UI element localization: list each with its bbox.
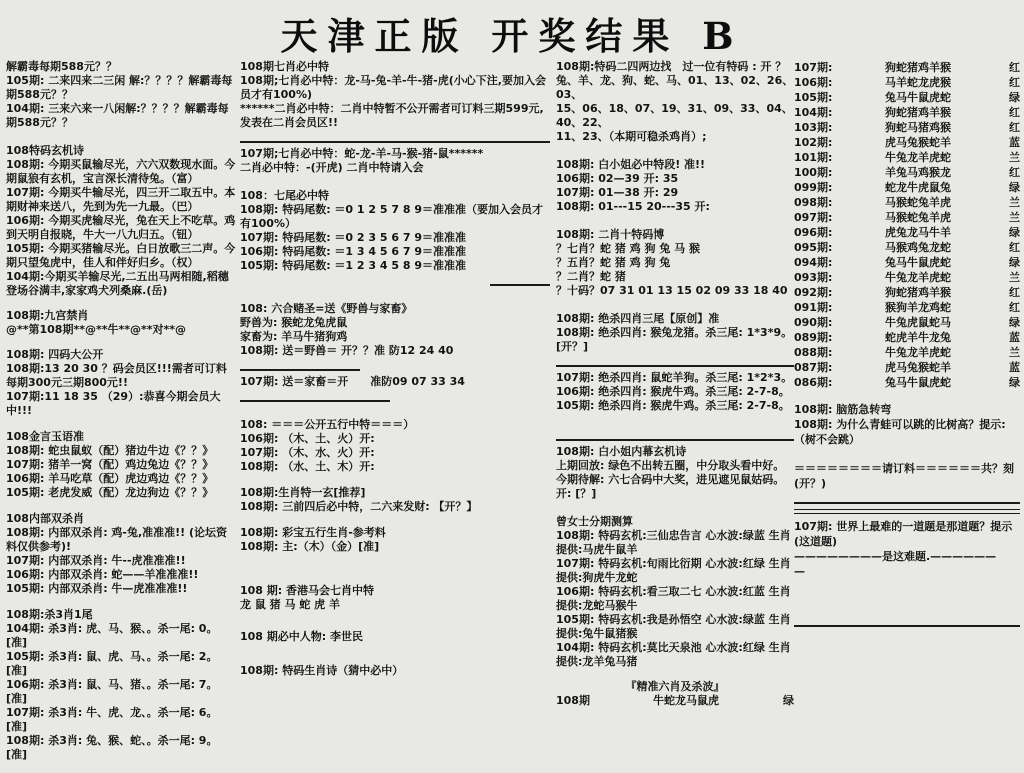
text-line: 108期: 白小姐内幕玄机诗 [556,445,687,458]
text-line: 108期: 特码尾数: ＝0 1 2 5 7 8 9＝准准准（要加入会员才有100%） [240,203,543,230]
bizhong-renwu [240,630,550,644]
text-line: 107期: 特码玄机:旬雨比衍期 心水波:红绿 生肖提供:狗虎牛龙蛇 [556,557,791,584]
text-line: 108期: 彩宝五行生肖-参考料 [240,526,386,539]
text-line: 『精准六肖及杀波』 [625,680,725,693]
text-line: 15、06、18、07、19、31、09、33、04、40、22、 [556,102,793,129]
animals-text: 兔马牛鼠虎蛇 [885,376,951,389]
animals-text: 牛蛇龙马鼠虎 [653,694,719,707]
text-line: 曾女士分期测算 [556,515,633,528]
text-line: 兔、羊、龙、狗、蛇、马、01、13、02、26、03、 [556,74,794,101]
text-line: 107期: （木、水、火）开: [240,446,375,459]
issue-row [794,150,1020,165]
qixiao-107 [240,147,550,175]
issue-label: 093期: [794,271,833,284]
wave-color-text: 兰 [1009,196,1020,209]
jinyan-yuyu [6,430,236,500]
text-line: 108期: 绝杀四肖: 猴兔龙猪。杀三尾: 1*3*9。[开？] [556,326,793,353]
animals-text: 马猴蛇兔羊虎 [885,196,951,209]
issue-row [794,300,1020,315]
text-line: 108期: 蛇虫鼠蚁（配）猪边牛边《？？》 [6,444,214,457]
issue-row [794,285,1020,300]
text-line: 105期: 杀3肖: 鼠、虎、马、。杀一尾: 2。[准] [6,650,218,677]
text-line: 108：七尾必中特 [240,189,329,202]
issue-label: 095期: [794,241,833,254]
text-line: 106期: 杀3肖: 鼠、马、猪、。杀一尾: 7。[准] [6,678,218,705]
text-line: 108期:杀3肖1尾 [6,608,93,621]
issue-label: 100期: [794,166,833,179]
text-line: 106期: 绝杀四肖: 猴虎牛鸡。杀三尾: 2-7-8。 [556,385,790,398]
text-line: 104期: 三来六来一八闲解:？？？？解霸毒每期588元？？ [6,102,229,129]
text-line: — [794,565,805,578]
xianggang-mahui [240,584,550,612]
text-line: 龙 鼠 猪 马 蛇 虎 羊 [240,598,340,611]
jiachu-107 [240,375,550,389]
issue-row [794,270,1020,285]
juesha-history [556,371,794,413]
wave-color-text: 红 [1009,301,1020,314]
issue-label: 108期 [556,694,590,707]
text-line: 105期: 内部双杀肖: 牛—虎准准准!! [6,582,188,595]
caibao-wuxing [240,526,550,554]
neibu-shuangshaxiao [6,512,236,596]
text-line: 108期: 脑筋急转弯 [794,403,892,416]
text-line: 108期: 内部双杀肖: 鸡-兔,准准准!! (论坛资料仅供参考)! [6,526,228,553]
issue-label: 099期: [794,181,833,194]
text-line: 105期: 老虎发威（配）龙边狗边《？？》 [6,486,214,499]
text-line: 106期: 今期买虎输尽光，兔在天上不吃草。鸡到天明自报晓，牛大一八九归五。（钮） [6,214,236,241]
text-line: 106期: 内部双杀肖: 蛇——羊准准准!! [6,568,199,581]
text-line: 104期: 特码玄机:莫比天泉池 心水波:红绿 生肖提供:龙羊兔马猪 [556,641,791,668]
issue-row [794,165,1020,180]
issue-row [794,120,1020,135]
text-line: 107期: 猪羊一窝（配）鸡边兔边《？？》 [6,458,214,471]
divider-rule [490,284,550,286]
wave-color-text: 兰 [1009,271,1020,284]
text-line: 上期回放: 绿色不出转五圈，中分取头看中好。 [556,459,785,472]
animals-text: 狗蛇猪鸡羊猴 [885,286,951,299]
sima-dagongkai [6,348,236,418]
issue-label: 098期: [794,196,833,209]
text-line: 108期: 四码大公开 [6,348,104,361]
issue-label: 090期: [794,316,833,329]
wave-color-text: 兰 [1009,151,1020,164]
wuxing-zhongte [240,418,550,474]
issue-row [556,694,794,708]
wave-color-text: 绿 [1009,226,1020,239]
issue-label: 097期: [794,211,833,224]
issue-label: 104期: [794,106,833,119]
issue-label: 094期: [794,256,833,269]
qing-dingliao [794,461,1020,491]
issue-label: 096期: [794,226,833,239]
issue-row [794,75,1020,90]
issue-row [794,105,1020,120]
text-line: 108 期必中人物: 李世民 [240,630,364,643]
wave-color-text: 红 [1009,106,1020,119]
text-line: 107期: 特码尾数: ＝0 2 3 5 6 7 9＝准准准 [240,231,466,244]
text-line: 108: 六合赌圣=送《野兽与家畜》 [240,302,413,315]
wave-color-text: 红 [1009,61,1020,74]
text-line: 107期: 今期买牛输尽光，四三开二取五中。本期财神来送八，先到为先一九最。（巴） [6,186,236,213]
naojin-jizhuanwan [794,402,1020,447]
text-line: 108期: 二肖十特码博 [556,228,665,241]
text-line: 108期: 三前四后必中特，二六来发财: 【开？】 [240,500,478,513]
text-line: 108: ＝＝＝公开五行中特＝＝＝） [240,418,415,431]
wave-color-text: 红 [1009,166,1020,179]
animals-text: 牛兔龙羊虎蛇 [885,346,951,359]
text-line: 107期;七肖必中特：蛇-龙-羊-马-猴-猪-鼠****** [240,147,484,160]
issue-row [794,345,1020,360]
text-line: 108期: 今期买鼠输尽光，六六双数现水面。今期鼠狼有玄机，宝言深长清待兔。（富） [6,158,236,185]
text-line: 108 期: 香港马会七肖中特 [240,584,375,597]
text-line: 105期: 特码尾数: ＝1 2 3 4 5 8 9＝准准准 [240,259,466,272]
text-line: 105期: 今期买猪输尽光。白日放歌三二声。今期只望兔虎中，佳人和伴好归乡。（权） [6,242,236,269]
text-line: 108期: 特码玄机:三仙忠告言 心水波:绿蓝 生肖提供:马虎牛鼠羊 [556,529,791,556]
text-line: ？五肖？蛇 猪 鸡 狗 兔 [556,256,671,269]
wave-color-text: 兰 [1009,211,1020,224]
wave-color-text: 红 [1009,76,1020,89]
animals-text: 虎马兔猴蛇羊 [885,361,951,374]
text-line: 108期:生肖特一玄[推荐] [240,486,366,499]
issue-label: 106期: [794,76,833,89]
animals-text: 狗蛇马猪鸡猴 [885,121,951,134]
wave-color-text: 蓝 [1009,361,1020,374]
text-line: 104期: 杀3肖: 虎、马、猴、。杀一尾: 0。[准] [6,622,218,649]
issue-label: 107期: [794,61,833,74]
text-line: 野兽为: 猴蛇龙兔虎鼠 [240,316,348,329]
animals-text: 狗蛇猪鸡羊猴 [885,61,951,74]
text-line: 108期: 为什么青蛙可以跳的比树高？提示:（树不会跳） [794,418,1006,446]
page-title: 天津正版 开奖结果 B [280,14,744,58]
animals-text: 蛇虎羊牛龙兔 [885,331,951,344]
text-line: ？二肖？蛇 猪 [556,270,626,283]
column-center-right [556,60,794,719]
wave-color-text: 红 [1009,241,1020,254]
wave-color-text: 红 [1009,286,1020,299]
text-line: 106期: 02—39 开: 35 [556,172,679,185]
text-line: 家畜为: 羊马牛猪狗鸡 [240,330,348,343]
texma-shengxiao-shi [240,664,550,678]
issue-label: 102期: [794,136,833,149]
texma-liangbianzhao [556,60,794,144]
text-line: 106期: 特码玄机:看三取二七 心水波:红蓝 生肖提供:龙蛇马猴牛 [556,585,791,612]
text-line: 108期:九宫禁肖 [6,309,89,322]
issue-label: 087期: [794,361,833,374]
issue-row [794,135,1020,150]
text-line: 108期:13 20 30 ？码会员区!!!需者可订料每期300元三期800元!! [6,362,227,389]
text-line: ＝＝＝＝＝＝＝＝请订料＝＝＝＝＝＝共？刻 [794,462,1014,475]
animals-text: 虎兔龙马牛羊 [885,226,951,239]
animals-text: 牛兔虎鼠蛇马 [885,316,951,329]
texma-xuanji-poems [6,144,236,298]
zengnvshi-cesuan [556,515,794,669]
wave-color-text: 红 [1009,121,1020,134]
divider-rule [556,439,794,441]
wave-color-text: 兰 [1009,346,1020,359]
animals-text: 牛兔龙羊虎蛇 [885,271,951,284]
text-line: 108期七肖必中特 [240,60,329,73]
column-center-left [240,60,550,689]
wave-color-text: 绿 [1009,316,1020,329]
text-line: ？十码？07 31 01 13 15 02 09 33 18 40 [556,284,788,297]
divider-rule [240,369,360,371]
issue-row [794,315,1020,330]
divider-rule [556,365,794,367]
text-line: 108期;七肖必中特：龙-马-兔-羊-牛-猪-虎(小心下注,要加入会员才有100%) [240,74,546,101]
divider-rule [794,502,1020,504]
erxiao-shi-texma [556,228,794,298]
issue-label: 086期: [794,376,833,389]
column-right [794,60,1020,631]
text-line: 二肖必中特：-(开虎) 二肖中特请入会 [240,161,424,174]
text-line: 108期: 绝杀四肖三尾【原创】准 [556,312,720,325]
juesha-sixiao [556,312,794,354]
text-line: 106期: 羊马吃草（配）虎边鸡边《？？》 [6,472,214,485]
issue-row [794,225,1020,240]
text-line: ————————是这难题.—————— [794,550,997,563]
issue-label: 089期: [794,331,833,344]
text-line: 106期: 特码尾数: ＝1 3 4 5 6 7 9＝准准准 [240,245,466,258]
text-line: 11、23、（本期可稳杀鸡肖）; [556,130,707,143]
wave-color-text: 绿 [1009,181,1020,194]
text-line: 107期: 01—38 开: 29 [556,186,679,199]
text-line: 108期: 01---15 20---35 开: [556,200,710,213]
wave-color-text: 蓝 [1009,331,1020,344]
animals-text: 猴狗羊龙鸡蛇 [885,301,951,314]
text-line: 108期: 白小姐必中特段! 准!! [556,158,706,171]
text-line: 104期:今期买羊输尽光,二五出马两相随,稻穗登场谷满丰,家家鸡犬列桑麻.(岳) [6,270,229,297]
text-line: 107期: 内部双杀肖: 牛--虎准准准!! [6,554,186,567]
issue-row [794,180,1020,195]
issue-row [794,360,1020,375]
text-line: 107期: 送＝家畜＝开 准防09 07 33 34 [240,375,465,388]
divider-rule [794,509,1020,514]
liuxiao-shabo-history [794,60,1020,390]
jiema-section [6,60,236,130]
issue-label: 088期: [794,346,833,359]
issue-row [794,240,1020,255]
animals-text: 兔马牛鼠虎蛇 [885,91,951,104]
issue-label: 092期: [794,286,833,299]
column-left [6,60,236,773]
issue-label: 101期: [794,151,833,164]
text-line: 108金言玉语准 [6,430,84,443]
text-line: 108期: 送＝野兽＝ 开？？准 防12 24 40 [240,344,454,357]
issue-row [794,210,1020,225]
text-line: 108期: 特码生肖诗（猜中必中） [240,664,404,677]
qixiao-bizhongte [240,60,550,130]
text-line: 108内部双杀肖 [6,512,84,525]
animals-text: 牛兔龙羊虎蛇 [885,151,951,164]
liuhe-dusheng [240,302,550,358]
animals-text: 马羊蛇龙虎猴 [885,76,951,89]
naojin-107 [794,519,1020,579]
qiwei-bizhongte [240,189,550,273]
text-line: 108期: 杀3肖: 兔、猴、蛇、。杀一尾: 9。[准] [6,734,218,761]
issue-row [794,255,1020,270]
sha3xiao1wei [6,608,236,762]
issue-row [794,330,1020,345]
text-line: 108特码玄机诗 [6,144,84,157]
text-line: (开？) [794,477,827,490]
wave-color-text: 绿 [783,694,794,707]
issue-label: 091期: [794,301,833,314]
text-line: 107期: 世界上最难的一道题是那道题？提示(这道题) [794,520,1013,548]
animals-text: 马猴鸡兔龙蛇 [885,241,951,254]
divider-rule [240,400,390,402]
text-line: 107期: 杀3肖: 牛、虎、龙、。杀一尾: 6。[准] [6,706,218,733]
wave-color-text: 绿 [1009,91,1020,104]
issue-row [794,60,1020,75]
text-line: 今期待解: 六七合码中大奖，进见遮见鼠姑码。开: [？] [556,473,785,500]
animals-text: 马猴蛇兔羊虎 [885,211,951,224]
wave-color-text: 绿 [1009,376,1020,389]
jingzhun-liuxiao [556,680,794,708]
text-line: 107期: 绝杀四肖: 鼠蛇羊狗。杀三尾: 1*2*3。 [556,371,793,384]
divider-rule [240,141,550,143]
animals-text: 虎马兔猴蛇羊 [885,136,951,149]
issue-row [794,90,1020,105]
text-line: 107期:11 18 35 （29）:恭喜今期会员大中!!! [6,390,221,417]
issue-label: 105期: [794,91,833,104]
issue-row [794,195,1020,210]
text-line: 108期:特码二四两边找 过一位有特码 : 开 ？ [556,60,787,73]
text-line: 105期: 绝杀四肖: 猴虎牛鸡。杀三尾: 2-7-8。 [556,399,790,412]
issue-row [794,375,1020,390]
baixiaojie-neimu [556,445,794,501]
text-line: ？七肖？蛇 猪 鸡 狗 兔 马 猴 [556,242,700,255]
issue-label: 103期: [794,121,833,134]
animals-text: 兔马牛鼠虎蛇 [885,256,951,269]
text-line: 108期: （水、土、木）开: [240,460,375,473]
animals-text: 羊兔马鸡猴龙 [885,166,951,179]
text-line: 105期: 二来四来二三闲 解:？？？？解霸毒每期588元？？ [6,74,233,101]
shengxiao-te-yixuan [240,486,550,514]
animals-text: 蛇龙牛虎鼠兔 [885,181,951,194]
baixiaojie-teduan [556,158,794,214]
wave-color-text: 蓝 [1009,136,1020,149]
text-line: 106期: （木、土、火）开: [240,432,375,445]
divider-rule [794,625,1020,627]
jiugong-jinxiao [6,309,236,337]
text-line: @**第108期**@**牛**@**对**@ [6,323,186,336]
text-line: 105期: 特码玄机:我是孙悟空 心水波:绿蓝 生肖提供:兔牛鼠猪猴 [556,613,791,640]
text-line: ******二肖必中特：二肖中特暂不公开需者可订料三期599元,发表在二肖会员区!! [240,102,544,129]
animals-text: 狗蛇猪鸡羊猴 [885,106,951,119]
text-line: 108期: 主:（木）（金）[准] [240,540,380,553]
text-line: 解霸毒每期588元？？ [6,60,117,73]
wave-color-text: 绿 [1009,256,1020,269]
